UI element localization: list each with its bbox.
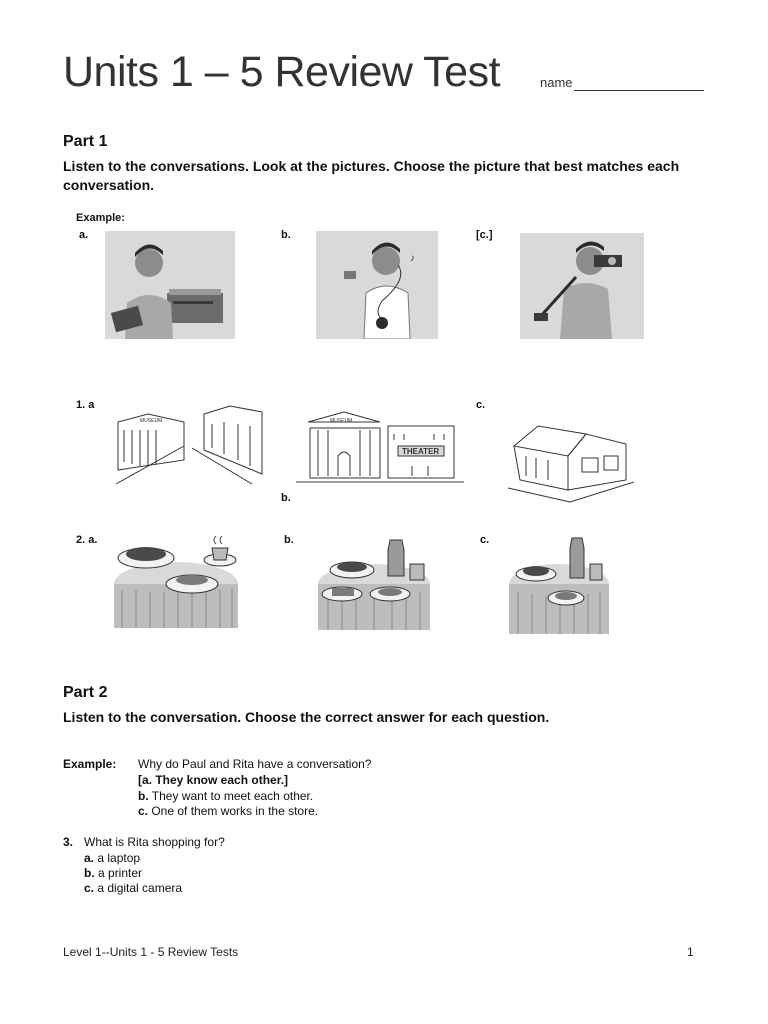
table-with-sandwich-pasta-bottle-illustration — [316, 534, 432, 630]
item2-option-a-label: 2. a. — [76, 534, 98, 546]
item1-option-b-label: b. — [281, 492, 291, 504]
table-with-pasta-soup-bottle-illustration — [508, 534, 610, 634]
question3-option-b: b. a printer — [84, 866, 143, 880]
table-with-pasta-soup-coffee-illustration — [112, 530, 240, 628]
theater-sign: THEATER — [402, 447, 440, 456]
example-option-b: b. They want to meet each other. — [138, 789, 314, 803]
item2-option-c-label: c. — [480, 534, 490, 546]
item1-option-a-label: 1. a — [76, 399, 95, 411]
question3-text: What is Rita shopping for? — [84, 835, 225, 849]
museum-and-theater-front-illustration — [296, 410, 464, 486]
example-answer: [a. They know each other.] — [138, 773, 289, 787]
museum-sign: MUSEUM — [330, 418, 353, 424]
man-with-music-player-illustration — [316, 231, 438, 339]
example-question: Why do Paul and Rita have a conversation? — [138, 757, 372, 771]
street-with-museum-and-theater-illustration — [112, 400, 268, 486]
house-corner-illustration — [508, 420, 634, 504]
name-blank — [574, 90, 704, 91]
question3-number: 3. — [63, 835, 74, 849]
page-number: 1 — [687, 945, 694, 959]
example-question-label: Example: — [63, 757, 117, 771]
man-with-camera-illustration — [520, 233, 644, 339]
question3-option-a: a. a laptop — [84, 851, 141, 865]
part1-heading: Part 1 — [63, 133, 108, 150]
item1-option-c-label: c. — [476, 399, 486, 411]
example-option-b-label: b. — [281, 229, 291, 241]
part2-heading: Part 2 — [63, 684, 108, 701]
part2-instruction: Listen to the conversation. Choose the correct answer for each question. — [63, 709, 550, 725]
man-with-printer-illustration — [105, 231, 235, 339]
name-label: name — [540, 75, 573, 90]
example-option-c: c. One of them works in the store. — [138, 804, 319, 818]
example-label: Example: — [76, 212, 125, 224]
svg-text:MUSEUM: MUSEUM — [140, 418, 163, 424]
page-title: Units 1 – 5 Review Test — [63, 48, 501, 96]
example-option-c-label: [c.] — [476, 229, 493, 241]
svg-text:♪: ♪ — [410, 253, 415, 264]
footer-text: Level 1--Units 1 - 5 Review Tests — [63, 945, 239, 959]
part1-instruction: Listen to the conversations. Look at the pictures. Choose the picture that best matches each conversation. — [63, 158, 680, 193]
example-option-a-label: a. — [79, 229, 89, 241]
item2-option-b-label: b. — [284, 534, 294, 546]
question3-option-c: c. a digital camera — [84, 881, 183, 895]
